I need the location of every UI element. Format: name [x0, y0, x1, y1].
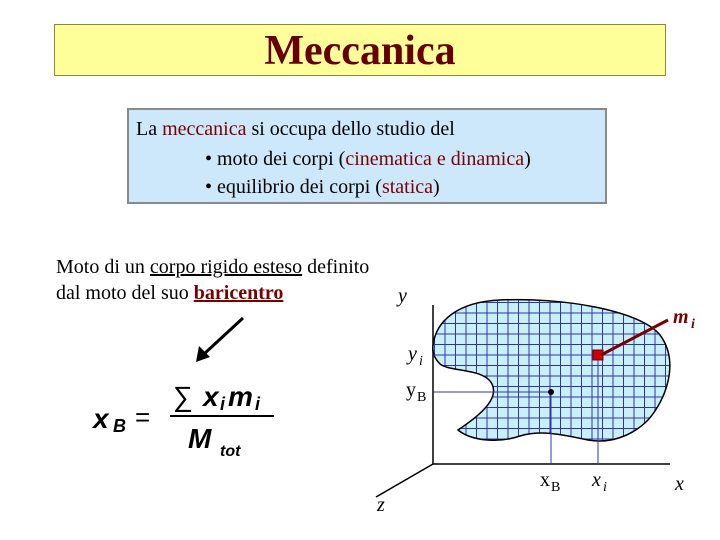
yi-label-sub: i	[419, 354, 423, 369]
intro-line-2: • moto dei corpi (cinematica e dinamica)	[205, 148, 531, 170]
z-axis-line	[376, 464, 433, 497]
description-line-1: Moto di un corpo rigido esteso definito	[56, 256, 370, 278]
rigid-body	[420, 290, 690, 460]
formula-lhs: x	[93, 403, 109, 434]
formula-den-sub: tot	[220, 443, 241, 460]
page-title: Meccanica	[264, 28, 456, 74]
baricentro-term: baricentro	[193, 282, 284, 304]
description-line-2: dal moto del suo baricentro	[56, 282, 284, 304]
x-axis-label: x	[675, 473, 684, 495]
z-axis-label: z	[377, 494, 385, 516]
xi-label-sub: i	[603, 480, 607, 495]
y-axis-label: y	[398, 285, 407, 307]
formula-lhs-sub: B	[113, 416, 126, 436]
corpo-rigido-term: corpo rigido esteso	[149, 256, 303, 278]
barycenter-formula	[91, 381, 274, 460]
formula-num-m-sub: i	[255, 394, 261, 414]
yi-label: y	[408, 343, 417, 365]
formula-sum: ∑	[173, 381, 193, 412]
formula-equals: =	[135, 402, 151, 432]
keyword-meccanica: meccanica	[162, 118, 247, 140]
formula-num-x: x	[203, 381, 219, 412]
xB-label-sub: B	[551, 480, 561, 495]
pointer-arrow	[196, 318, 243, 362]
formula-den: M	[188, 423, 212, 454]
barycenter-point	[548, 389, 554, 395]
xB-label: x	[540, 469, 550, 491]
intro-line-3: • equilibrio dei corpi (statica)	[205, 176, 440, 198]
mass-label: m	[673, 306, 689, 328]
mass-label-sub: i	[691, 317, 695, 332]
formula-num-x-sub: i	[220, 394, 226, 414]
yB-label: y	[406, 379, 416, 401]
intro-line-1: La meccanica si occupa dello studio del	[136, 118, 455, 140]
xi-label: x	[592, 469, 601, 491]
formula-num-m: m	[228, 381, 253, 412]
keyword-statica: statica	[381, 176, 434, 198]
keyword-cinematica-dinamica: cinematica e dinamica	[345, 148, 525, 170]
yB-label-sub: B	[417, 390, 427, 405]
